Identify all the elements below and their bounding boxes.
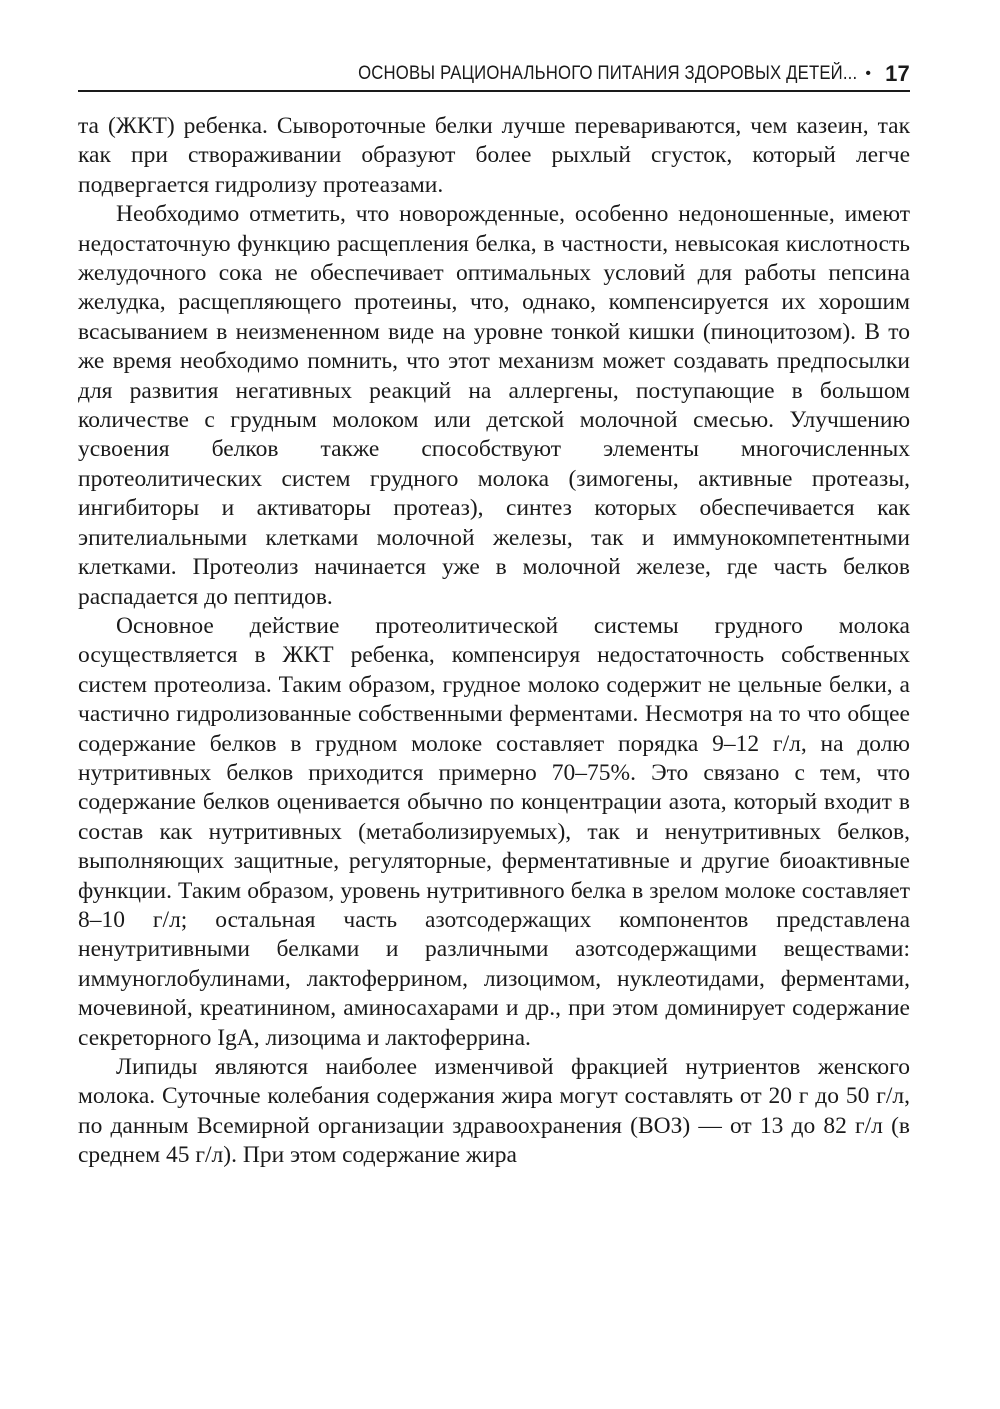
separator-bullet: •: [865, 65, 872, 82]
paragraph-1: та (ЖКТ) ребенка. Сывороточные белки лучше перевариваются, чем казеин, так как при створаживании образуют более рыхлый сгусток, который легче подвергается гидролизу протеазами.: [78, 113, 910, 198]
page-number: 17: [885, 61, 910, 86]
paragraph-4: Липиды являются наиболее изменчивой фракцией нутриентов женского молока. Суточные колебания содержания жира могут составлять от 20 г до 50 г/л, по данным Всемирной организации здравоохранения (ВОЗ) — от 13 до 82 г/л (в среднем 45 г/л). При этом содержание жира: [78, 1054, 910, 1169]
paragraph-2: Необходимо отметить, что новорожденные, особенно недоношенные, имеют недостаточную функцию расщепления белка, в частности, невысокая кислотность желудочного сока не обеспечивает оптимальных условий для работы пепсина желудка, расщепляющего протеины, что, однако, компенсируется их хорошим всасыванием в неизмененном виде на уровне тонкой кишки (пиноцитозом). В то же время необходимо помнить, что этот механизм может создавать предпосылки для развития негативных реакций на аллергены, поступающие в большом количестве с грудным молоком или детской молочной смесью. Улучшению усвоения белков также способствуют элементы многочисленных протеолитических систем грудного молока (зимогены, активные протеазы, ингибиторы и активаторы протеаз), синтез которых обеспечивается как эпителиальными клетками молочной железы, так и иммунокомпетентными клетками. Протеолиз начинается уже в молочной железе, где часть белков распадается до пептидов.: [78, 201, 910, 610]
running-header: [78, 58, 910, 92]
chapter-title: ОСНОВЫ РАЦИОНАЛЬНОГО ПИТАНИЯ ЗДОРОВЫХ ДЕТЕЙ...: [358, 63, 858, 84]
body-text: [78, 112, 910, 1171]
paragraph-3: Основное действие протеолитической системы грудного молока осуществляется в ЖКТ ребенка, компенсируя недостаточность собственных систем протеолиза. Таким образом, грудное молоко содержит не цельные белки, а частично гидролизованные собственными ферментами. Несмотря на то что общее содержание белков в грудном молоке составляет порядка 9–12 г/л, на долю нутритивных белков приходится примерно 70–75%. Это связано с тем, что содержание белков оценивается обычно по концентрации азота, который входит в состав как нутритивных (метаболизируемых), так и ненутритивных белков, выполняющих защитные, регуляторные, ферментативные и другие биоактивные функции. Таким образом, уровень нутритивного белка в зрелом молоке составляет 8–10 г/л; остальная часть азотсодержащих компонентов представлена ненутритивными белками и различными азотсодержащими веществами: иммуноглобулинами, лактоферрином, лизоцимом, нуклеотидами, ферментами, мочевиной, креатинином, аминосахарами и др., при этом доминирует содержание секреторного IgA, лизоцима и лактоферрина.: [78, 612, 910, 1051]
